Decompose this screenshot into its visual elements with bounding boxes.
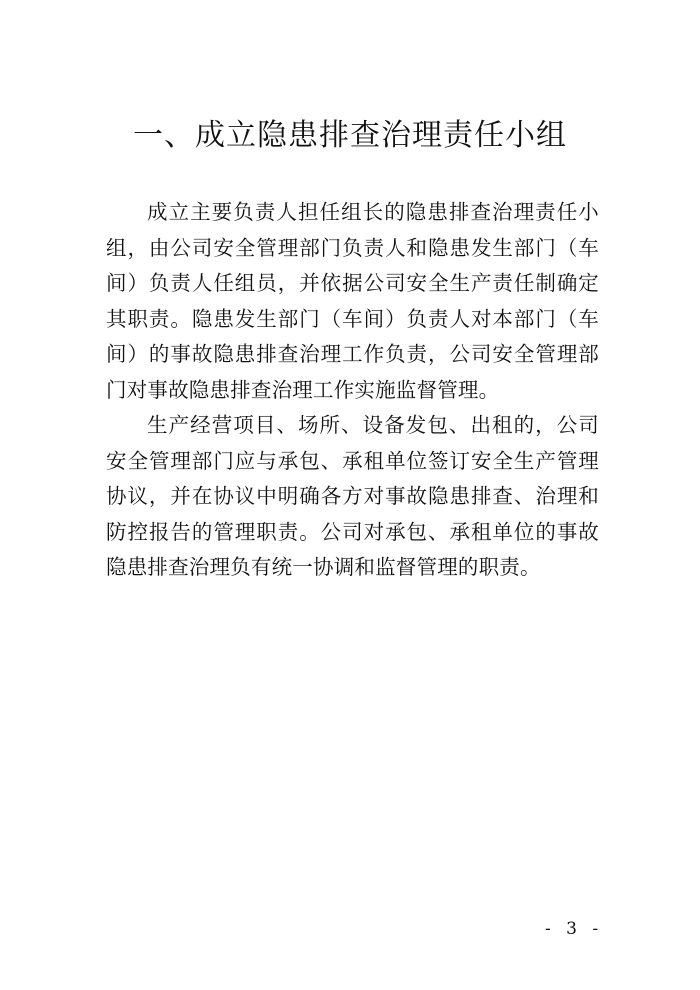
- paragraph-2: 生产经营项目、场所、设备发包、出租的，公司安全管理部门应与承包、承租单位签订安全生产管理协议，并在协议中明确各方对事故隐患排查、治理和防控报告的管理职责。公司对承包、承租单位的事故隐患排查治理负有统一协调和监督管理的职责。: [106, 413, 599, 579]
- page-number: - 3 -: [545, 919, 604, 939]
- paragraph-1: 成立主要负责人担任组长的隐患排查治理责任小组，由公司安全管理部门负责人和隐患发生部门（车间）负责人任组员，并依据公司安全生产责任制确定其职责。隐患发生部门（车间）负责人对本部门（车间）的事故隐患排查治理工作负责，公司安全管理部门对事故隐患排查治理工作实施监督管理。: [106, 200, 599, 402]
- section-title: 一、成立隐患排查治理责任小组: [133, 118, 567, 153]
